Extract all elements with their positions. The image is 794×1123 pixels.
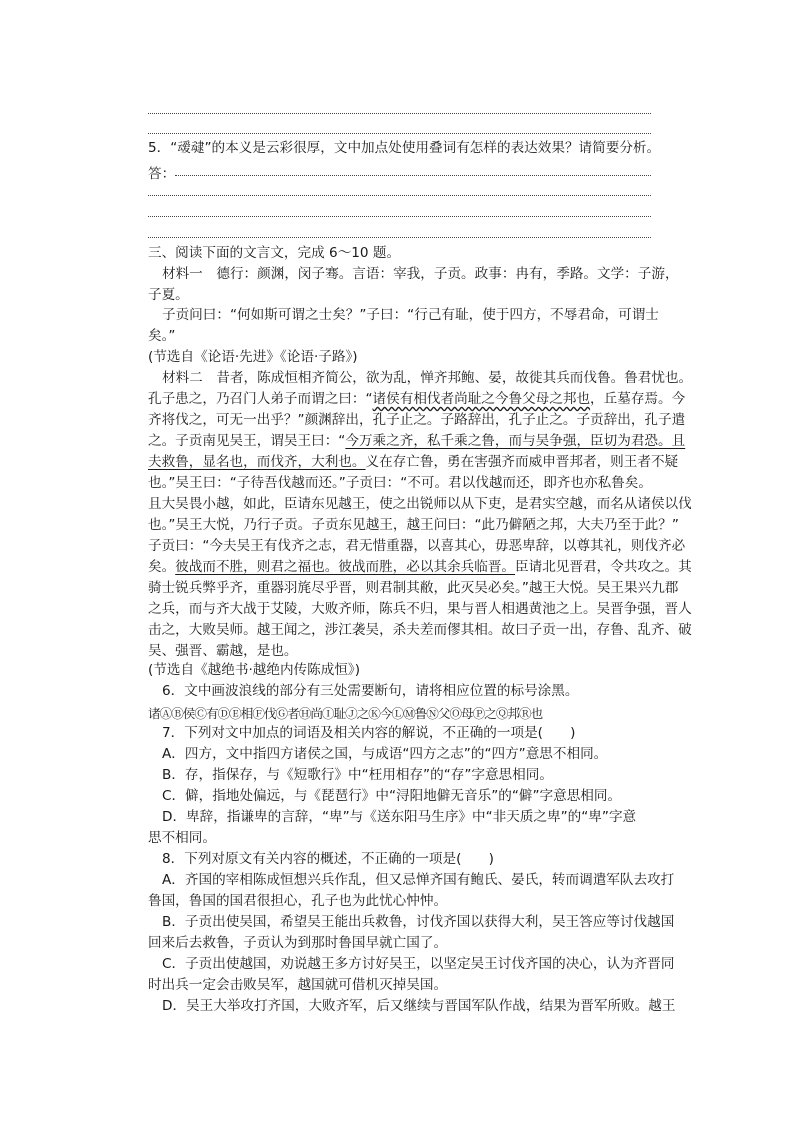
passage-line: 也。”吴王曰：“子待吾伐越而还。”子贡曰：“不可。君以伐越而还，即齐也亦私鲁矣。: [148, 475, 652, 491]
underlined-sentence: 彼战而不胜，则君之福也。彼战而胜，必以其余兵临晋。: [175, 559, 516, 575]
answer-line: [148, 237, 651, 238]
break-option-sequence[interactable]: 诸ⒶⒷ侯Ⓒ有ⒹⒺ相Ⓕ伐Ⓖ者Ⓗ尚Ⓘ耻Ⓙ之Ⓚ今ⓁⓂ鲁Ⓝ父Ⓞ母Ⓟ之Ⓠ邦Ⓡ也: [148, 705, 543, 721]
wavy-segment: 诸侯有相伐者尚耻之今鲁父母之邦也: [372, 391, 591, 407]
passage-line: [148, 452, 678, 472]
passage-line: 也。”吴王大悦，乃行子贡。子贡东见越王，越王问曰：“此乃僻陋之邦，大夫乃至于此？”: [148, 517, 679, 533]
passage-line: 材料二 昔者，陈成恒相齐简公，欲为乱，惮齐邦鲍、晏，故徙其兵而伐鲁。鲁君忧也。: [162, 370, 693, 386]
passage-line: [148, 557, 692, 577]
question-7: 7．下列对文中加点的词语及相关内容的解说，不正确的一项是( ): [162, 725, 576, 741]
answer-line: [148, 113, 651, 114]
underlined-sentence: 今万乘之齐，私千乘之鲁，而与吴争强，臣切为君恐。且: [345, 433, 686, 449]
option-a: A．四方，文中指四方诸侯之国，与成语“四方之志”的“四方”意思不相同。: [162, 746, 608, 762]
wavy-underlined-text: 孔子患之，乃召门人弟子而谓之曰：“诸侯有相伐者尚耻之今鲁父母之邦也，丘墓存焉。今: [148, 391, 686, 407]
passage-line: 子贡曰：“今夫吴王有伐齐之志，君无惜重器，以喜其心，毋恶卑辞，以尊其礼，则伐齐必: [148, 538, 686, 554]
passage-line: 骑士锐兵弊乎齐，重器羽旄尽乎晋，则君制其敝，此灭吴必矣。”越王大悦。吴王果兴九郡: [148, 580, 679, 596]
option-c: C．子贡出使越国，劝说越王多方讨好吴王，以坚定吴王讨伐齐国的决心，认为齐晋同: [162, 956, 675, 972]
underlined-sentence: 夫救鲁，显名也，而伐齐，大利也。: [148, 454, 366, 470]
passage-line: 矣。”: [148, 328, 176, 344]
question-5: 5．“叆叇”的本义是云彩很厚，文中加点处使用叠词有怎样的表达效果？请简要分析。: [148, 140, 661, 156]
passage-line: 之兵，而与齐大战于艾陵，大败齐师，陈兵不归，果与晋人相遇黄池之上。吴晋争强，晋人: [148, 601, 692, 617]
answer-line: [175, 175, 651, 176]
option-d: D．吴王大举攻打齐国，大败齐军，后又继续与晋国军队作战，结果为晋军所败。越王: [162, 998, 676, 1014]
passage-line: 子贡问曰：“何如斯可谓之士矣？”子曰：“行己有耻，使于四方，不辱君命，可谓士: [162, 307, 659, 323]
sentence-break-options[interactable]: [148, 702, 542, 722]
passage-text: 之。子贡南见吴王，谓吴王曰：“: [148, 433, 346, 449]
question-6: 6．文中画波浪线的部分有三处需要断句，请将相应位置的标号涂黑。: [162, 683, 579, 699]
option-c-continued: 时出兵一定会击败吴军，越国就可借机灭掉吴国。: [148, 977, 448, 993]
passage-line: 材料一 德行：颜渊，闵子骞。言语：宰我，子贡。政事：冉有，季路。文学：子游，: [162, 266, 679, 282]
passage-line: 子夏。: [148, 287, 189, 303]
passage-text: 臣请北见晋君，令共攻之。其: [515, 559, 692, 575]
passage-line: 吴、强晋、霸越，是也。: [148, 643, 298, 659]
passage-line: [148, 431, 685, 451]
option-b: B．存，指保存，与《短歌行》中“枉用相存”的“存”字意思相同。: [162, 767, 553, 783]
answer-line: [148, 216, 651, 217]
question-8: 8．下列对原文有关内容的概述，不正确的一项是( ): [162, 851, 494, 867]
passage-text: 矣。: [148, 559, 176, 575]
passage-line: [148, 389, 685, 409]
option-b-continued: 回来后去救鲁，子贡认为到那时鲁国早就亡国了。: [148, 935, 448, 951]
option-b: B．子贡出使吴国，希望吴王能出兵救鲁，讨伐齐国以获得大利，吴王答应等讨伐越国: [162, 914, 675, 930]
source-citation: (节选自《越绝书·越绝内传陈成恒》): [148, 662, 361, 678]
option-c: C．僻，指地处偏远，与《琵琶行》中“浔阳地僻无音乐”的“僻”字意思相同。: [162, 788, 622, 804]
option-a-continued: 鲁国，鲁国的国君很担心，孔子也为此忧心忡忡。: [148, 893, 448, 909]
answer-line: [148, 133, 651, 134]
section-heading: 三、阅读下面的文言文，完成 6～10 题。: [148, 245, 401, 261]
answer-label: 答：: [148, 166, 176, 182]
option-d: D．卑辞，指谦卑的言辞，“卑”与《送东阳马生序》中“非天质之卑”的“卑”字意: [162, 809, 637, 825]
source-citation: (节选自《论语·先进》《论语·子路》): [148, 349, 358, 365]
passage-text: 义在存亡鲁，勇在害强齐而威申晋邦者，则王者不疑: [365, 454, 679, 470]
passage-line: 齐将伐之，可无一出乎？”颜渊辞出，孔子止之。子路辞出，孔子止之。子贡辞出，孔子遣: [148, 412, 686, 428]
option-d-continued: 思不相同。: [148, 830, 216, 846]
answer-line: [148, 195, 651, 196]
passage-line: 击之，大败吴师。越王闻之，涉江袭吴，杀夫差而僇其相。故曰子贡一出，存鲁、乱齐、破: [148, 622, 692, 638]
option-a: A．齐国的宰相陈成恒想兴兵作乱，但又忌惮齐国有鲍氏、晏氏，转而调遣军队去攻打: [162, 872, 675, 888]
passage-line: 且大吴畏小越，如此，臣请东见越王，使之出锐师以从下吏，是君实空越，而名从诸侯以伐: [148, 496, 692, 512]
